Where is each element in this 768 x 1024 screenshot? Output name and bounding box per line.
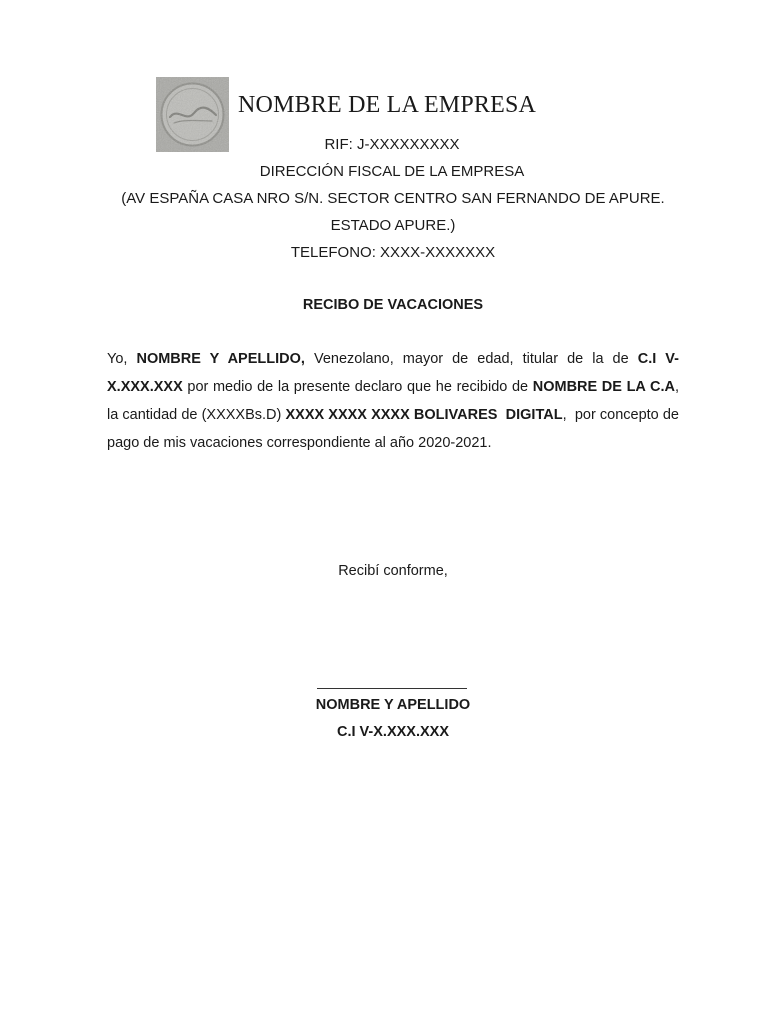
signer-ci: C.I V-X.XXX.XXX (336, 724, 449, 740)
paragraph-text: Yo, (107, 351, 137, 367)
company-name: NOMBRE DE LA EMPRESA (238, 92, 537, 118)
closing-text: Recibí conforme, (338, 563, 448, 579)
fiscal-address-label: DIRECCIÓN FISCAL DE LA EMPRESA (259, 163, 525, 180)
signature-line (317, 688, 467, 689)
phone-line: TELEFONO: XXXX-XXXXXXX (290, 244, 496, 261)
rif-line: RIF: J-XXXXXXXXX (324, 136, 460, 153)
address-line-1: (AV ESPAÑA CASA NRO S/N. SECTOR CENTRO SAN FERNANDO DE APURE. (121, 190, 665, 207)
paragraph-text: Venezolano, mayor de edad, titular de la de (304, 351, 638, 367)
paragraph-text: , la cantidad de (XXXXBs.D) (107, 379, 679, 423)
amount-in-words: XXXX XXXX XXXX BOLIVARES DIGITAL (285, 407, 563, 423)
paragraph-text: , por concepto de pago de mis vacaciones correspondiente al año 2020-2021. (107, 407, 684, 451)
employee-ci: C.I V-X.XXX.XXX (107, 351, 679, 395)
employee-name: NOMBRE Y APELLIDO, (136, 351, 305, 367)
document-title: RECIBO DE VACACIONES (302, 297, 484, 313)
address-line-2: ESTADO APURE.) (330, 217, 456, 234)
company-reference: NOMBRE DE LA C.A (532, 379, 675, 395)
paragraph-text: por medio de la presente declaro que he recibido de (182, 379, 533, 395)
receipt-paragraph (107, 345, 684, 457)
signer-name: NOMBRE Y APELLIDO (315, 697, 471, 713)
